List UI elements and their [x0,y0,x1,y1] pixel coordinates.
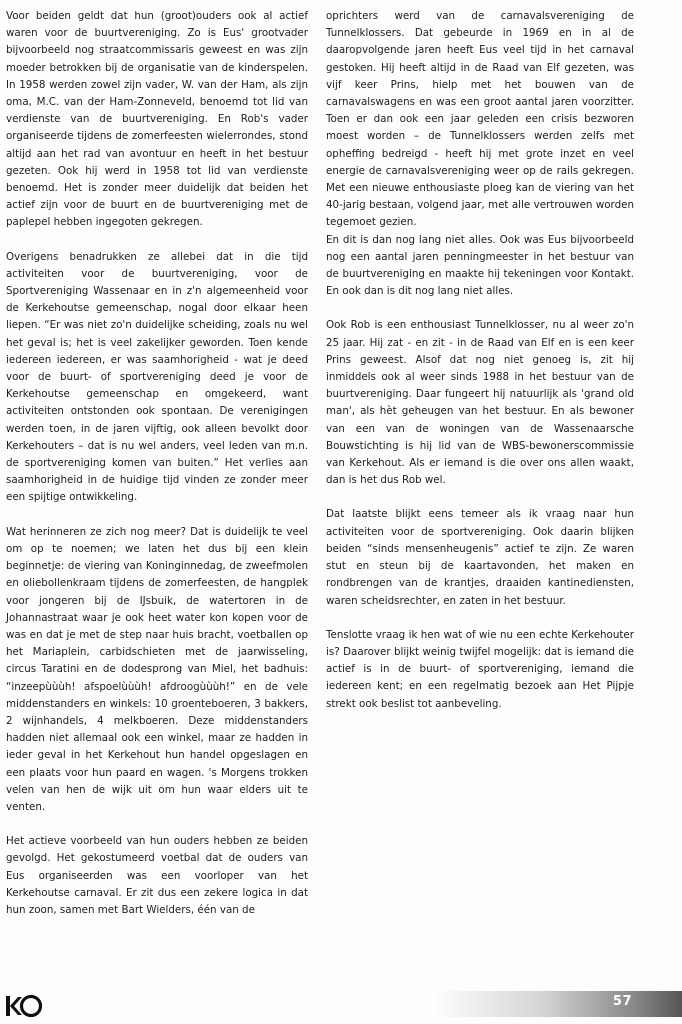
paragraph: Tenslotte vraag ik hen wat of wie nu een echte Kerkehouter is? Daarover blijkt weinig twijfel mogelijk: dat is iemand die actief is in de buurt- of sportvereniging, iemand die iedereen kent; en een regelmatig bezoek aan Het Pijpje strekt ook beslist tot aanbeveling. [326,628,634,710]
paragraph: Het actieve voorbeeld van hun ouders hebben ze beiden gevolgd. Het gekostumeerd voetbal dat de ouders van Eus organiseerden was een voorloper van het Kerkehoutse carnaval. Er zit dus een zekere logica in dat hun zoon, samen met Bart Wielders, één van de [6,835,308,916]
left-column [6,8,308,936]
page-number: 57 [612,994,632,1009]
paragraph: Ook Rob is een enthousiast Tunnelklosser, nu al weer zo'n 25 jaar. Hij zat - en zit - in de Raad van Elf en is een keer Prins geweest. Alsof dat nog niet genoeg is, zit hij inmiddels ook al weer sinds 1988 in het bestuur van de buurtvereniging. Daar fungeert hij natuurlijk als 'grand old man', als hèt geheugen van het bestuur. En als bewoner van een van de woningen van de Wassenaarsche Bouwstichting is hij lid van de WBS-bewonerscommissie van Kerkehout. Als er iemand is die over ons allen waakt, dan is het dus Rob wel. [326,319,634,487]
paragraph: Overigens benadrukken ze allebei dat in die tijd activiteiten voor de buurtvereniging, voor de Sportvereniging Wassenaar en in z'n algemeenheid voor de Kerkehoutse gemeenschap, nogal door elkaar heen liepen. “Er was niet zo'n duidelijke scheiding, zoals nu wel het geval is; het is veel zakelijker geworden. Toen kende iedereen iedereen, er was saamhorigheid - wat je deed voor de buurt- of sportvereniging deed je voor de Kerkehoutse gemeenschap en omgekeerd, want activiteiten ontstonden ook spontaan. De verenigingen werden toen, in de jaren vijftig, ook alleen bevolkt door Kerkehouters – dat is nu wel anders, veel leden van m.n. de sportvereniging komen van buiten.” Het verlies aan saamhorigheid in de huidige tijd vinden ze zonder meer een spijtige ontwikkeling. [6,250,308,504]
paragraph: Voor beiden geldt dat hun (groot)ouders ook al actief waren voor de buurtvereniging. Zo is Eus' grootvader bijvoorbeeld nog straatcommissaris geweest en was zijn moeder betrokken bij de organisatie van de kinderspelen. In 1958 werden zowel zijn vader, W. van der Ham, als zijn oma, M.C. van der Ham-Zonneveld, benoemd tot lid van verdienste van de buurtvereniging. En Rob's vader organiseerde tijdens de zomerfeesten wielerrondes, stond altijd aan het rad van avontuur en heeft in het bestuur gezeten. Ook hij werd in 1958 tot lid van verdienste benoemd. Het is zonder meer duidelijk dat beiden het actief zijn voor de buurt en de buurtvereniging met de paplepel hebben ingegoten gekregen. [6,10,308,229]
right-column [326,8,634,730]
paragraph: En dit is dan nog lang niet alles. Ook was Eus bijvoorbeeld nog een aantal jaren penningmeester in het bestuur van de buurtvereniging en maakte hij tekeningen voor Kontakt. En ook dan is dit nog lang niet alles. [326,233,634,298]
paragraph: Dat laatste blijkt eens temeer als ik vraag naar hun activiteiten voor de sportvereniging. Ook daarin blijken beiden “sinds mensenheugenis” actief te zijn. Ze waren stut en steun bij de kaartavonden, het maken en rondbrengen van de krantjes, draaiden kantinediensten, waren scheidsrechter, en zaten in het bestuur. [326,508,634,607]
ko-logo-icon [4,993,44,1019]
paragraph: Wat herinneren ze zich nog meer? Dat is duidelijk te veel om op te noemen; we laten het dus bij een klein beginnetje: de viering van Koninginnedag, de zweefmolen en oliebollenkraam tijdens de zomerfeesten, de hangplek voor jongeren bij de IJsbuik, de watertoren in de Johannastraat waar je ook heet water kon kopen voor de was en dat je met de step naar huis bracht, voetballen op het Mariaplein, carbidschieten met de jaarwisseling, circus Taratini en de dodesprong van Miel, het badhuis: “inzeepùùùh! afspoelùùùh! afdroogùùùh!” en de vele middenstanders en winkels: 10 groenteboeren, 3 bakkers, 2 wijnhandels, 4 melkboeren. Deze middenstanders hadden niet allemaal ook een winkel, maar ze hadden in ieder geval in het Kerkehout hun handel opgeslagen en een plaats voor hun paard en wagen. 's Morgens trokken velen van hen de wijk uit om hun waar elders uit te venten. [6,525,308,813]
footer-bar [430,991,682,1017]
paragraph: oprichters werd van de carnavalsvereniging de Tunnelklossers. Dat gebeurde in 1969 en in al de daaropvolgende jaren heeft Eus veel tijd in het carnaval gestoken. Hij heeft altijd in de Raad van Elf gezeten, was vijf keer Prins, hielp met het bouwen van de carnavalswagens en was een groot aantal jaren voorzitter. Toen er dan ook een jaar geleden een crisis bezworen moest worden – de Tunnelklossers werden zelfs met opheffing bedreigd - heeft hij met grote inzet en veel energie de carnavalsvereniging weer op de rails gekregen. Met een nieuwe enthousiaste ploeg kan de viering van het 40-jarig bestaan, volgend jaar, met alle vertrouwen worden tegemoet gezien. [326,10,634,229]
